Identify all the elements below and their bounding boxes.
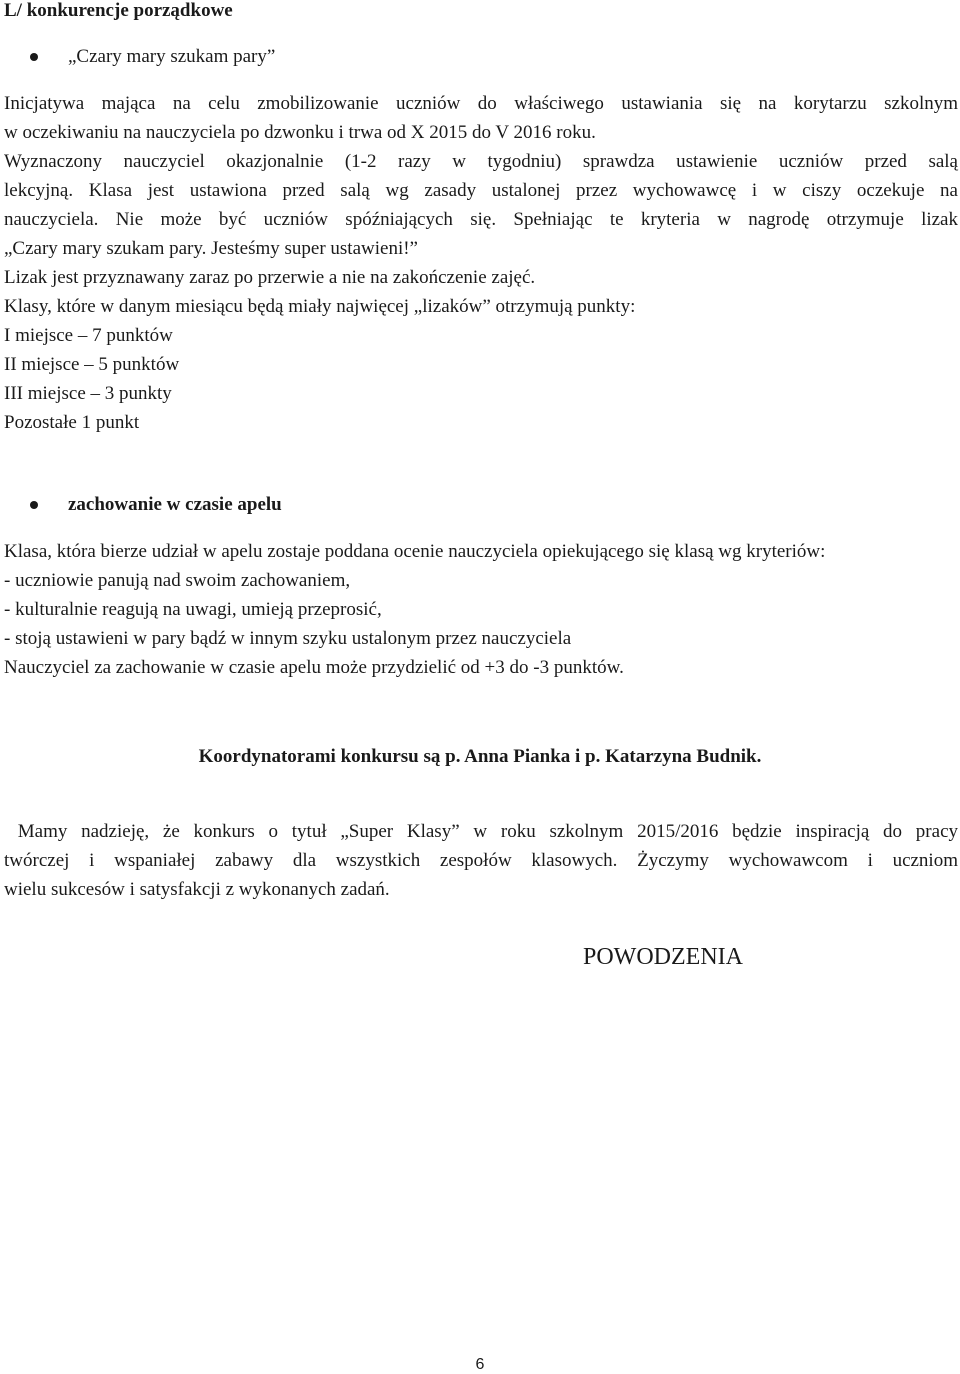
bullet-icon [30, 53, 38, 61]
points-list-item: Pozostałe 1 punkt [4, 412, 140, 433]
closing-paragraph [4, 817, 958, 904]
bullet-label: zachowanie w czasie apelu [68, 494, 282, 515]
paragraph-line: Inicjatywa mająca na celu zmobilizowanie uczniów do właściwego ustawiania się na korytarzu szkolnym [4, 93, 958, 114]
paragraph-line: wielu sukcesów i satysfakcji z wykonanych zadań. [4, 879, 390, 900]
paragraph-line: Lizak jest przyznawany zaraz po przerwie a nie na zakończenie zajęć. [4, 267, 536, 288]
bullet-label: „Czary mary szukam pary” [68, 46, 276, 67]
paragraph-line: Wyznaczony nauczyciel okazjonalnie (1-2 razy w tygodniu) sprawdza ustawienie uczniów przed salą [4, 151, 958, 172]
paragraph-line: lekcyjną. Klasa jest ustawiona przed salą wg zasady ustalonej przez wychowawcę i w ciszy oczekuje na [4, 180, 958, 201]
closing-greeting: POWODZENIA [583, 944, 743, 970]
criteria-item: - uczniowie panują nad swoim zachowaniem, [4, 570, 351, 591]
page-number: 6 [475, 1356, 485, 1373]
criteria-item: - stoją ustawieni w pary bądź w innym szyku ustalonym przez nauczyciela [4, 628, 572, 649]
points-list-item: III miejsce – 3 punkty [4, 383, 172, 404]
criteria-item: - kulturalnie reagują na uwagi, umieją przeprosić, [4, 599, 382, 620]
bullet-icon [30, 501, 38, 509]
section-heading: L/ konkurencje porządkowe [4, 0, 233, 21]
coordinators-note: Koordynatorami konkursu są p. Anna Pianka i p. Katarzyna Budnik. [198, 746, 762, 767]
paragraph-apel-criteria [4, 537, 958, 682]
paragraph-line: Mamy nadzieję, że konkurs o tytuł „Super Klasy” w roku szkolnym 2015/2016 będzie inspiracją do pracy [4, 821, 959, 842]
paragraph-line: Nauczyciel za zachowanie w czasie apelu może przydzielić od +3 do -3 punktów. [4, 657, 624, 678]
paragraph-line: „Czary mary szukam pary. Jesteśmy super ustawieni!” [4, 238, 418, 259]
paragraph-line: nauczyciela. Nie może być uczniów spóźniających się. Spełniając te kryteria w nagrodę otrzymuje lizak [4, 209, 958, 230]
paragraph-initiative [4, 89, 958, 437]
paragraph-line: w oczekiwaniu na nauczyciela po dzwonku i trwa od X 2015 do V 2016 roku. [4, 122, 596, 143]
points-list-item: II miejsce – 5 punktów [4, 354, 180, 375]
paragraph-line: Klasa, która bierze udział w apelu zostaje poddana ocenie nauczyciela opiekującego się klasą wg kryteriów: [4, 541, 826, 562]
paragraph-line: Klasy, które w danym miesiącu będą miały najwięcej „lizaków” otrzymują punkty: [4, 296, 636, 317]
points-list-item: I miejsce – 7 punktów [4, 325, 173, 346]
paragraph-line: twórczej i wspaniałej zabawy dla wszystkich zespołów klasowych. Życzymy wychowawcom i uczniom [4, 850, 958, 871]
